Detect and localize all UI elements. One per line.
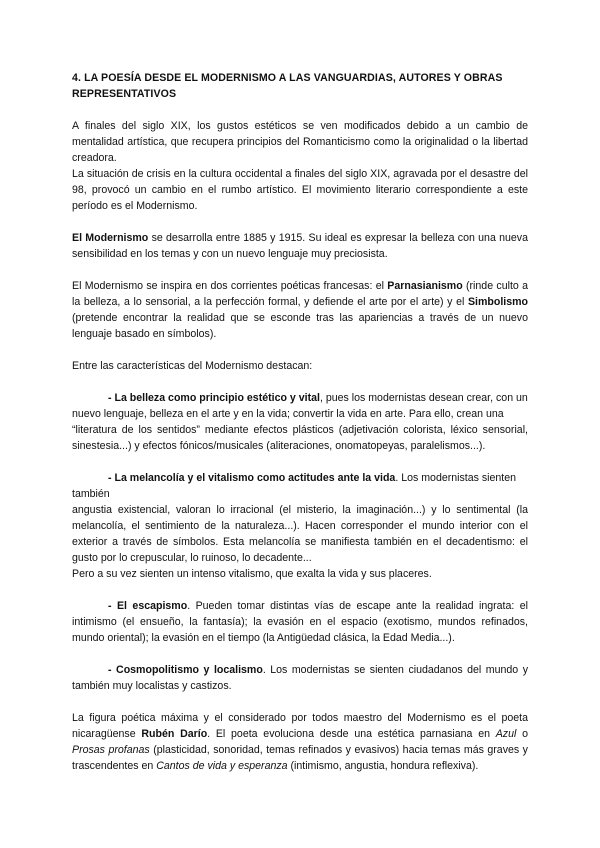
- dario-paragraph: [72, 710, 528, 774]
- item-cosmopolitismo: [72, 662, 528, 694]
- work-cantos-de-vida: Cantos de vida y esperanza: [156, 760, 288, 772]
- ruben-dario-name: Rubén Darío: [141, 728, 208, 740]
- item-melancolia-text: . Los modernistas sienten también: [72, 472, 517, 500]
- item-belleza-continuation: “literatura de los sentidos” mediante efectos plásticos (adjetivación colorista, léxico sensorial, sinestesia...) y efectos fónicos/musicales (aliteraciones, onomatopeyas, paralelismos...).: [72, 424, 528, 452]
- intro-paragraph-2: La situación de crisis en la cultura occidental a finales del siglo XIX, agravada por el desastre del 98, provocó un cambio en el rumbo artístico. El movimiento literario correspondiente a este período es el Modernismo.: [72, 168, 528, 212]
- item-belleza: [72, 390, 528, 422]
- dario-text-a: La figura poética máxima y el considerado por todos maestro del Modernismo es el poeta nicaragüense: [72, 712, 528, 740]
- document-page: [72, 70, 528, 774]
- simbolismo-term: Simbolismo: [467, 296, 528, 308]
- item-melancolia-vitalismo: Pero a su vez sienten un intenso vitalismo, que exalta la vida y sus placeres.: [72, 568, 432, 580]
- item-melancolia: [72, 470, 528, 502]
- modernismo-term: El Modernismo: [72, 232, 149, 244]
- item-belleza-text: , pues los modernistas desean crear, con un nuevo lenguaje, belleza en el arte y en la vida; convertir la vida en arte. Para ello, crean una: [72, 392, 528, 420]
- parnasianismo-term: Parnasianismo: [387, 280, 463, 292]
- modernismo-paragraph: [72, 230, 528, 262]
- corrientes-text-a: El Modernismo se inspira en dos corrientes poéticas francesas: el: [72, 280, 388, 292]
- dario-text-d: (plasticidad, sonoridad, temas refinados y evasivos) hacia temas más graves y trascendentes en: [72, 744, 528, 772]
- item-melancolia-term: - La melancolía y el vitalismo como actitudes ante la vida: [108, 472, 396, 484]
- item-cosmopolitismo-term: - Cosmopolitismo y localismo: [108, 664, 263, 676]
- item-escapismo-term: - El escapismo: [108, 600, 188, 612]
- dario-text-e: (intimismo, angustia, hondura reflexiva).: [287, 760, 479, 772]
- caracteristicas-intro: Entre las características del Modernismo destacan:: [72, 360, 313, 372]
- item-melancolia-continuation: angustia existencial, valoran lo irracional (el misterio, la imaginación...) y lo sentimental (la melancolía, el sentimiento de la naturaleza...). Hacen corresponder el mundo interior con el exterior a través de símbolos. Esta melancolía se manifiesta también en el decadentismo: el gusto por lo crepuscular, lo ruinoso, lo decadente...: [72, 504, 528, 564]
- corrientes-text-c: (pretende encontrar la realidad que se esconde tras las apariencias a través de un nuevo lenguaje basado en símbolos).: [72, 312, 528, 340]
- item-cosmopolitismo-text: . Los modernistas se sienten ciudadanos del mundo y también muy localistas y castizos.: [72, 664, 528, 692]
- dario-text-c: o: [516, 728, 528, 740]
- item-escapismo-text: . Pueden tomar distintas vías de escape ante la realidad ingrata: el intimismo (el ensueño, la fantasía); la evasión en el espacio (exotismo, mundos refinados, mundo oriental); la evasión en el tiempo (la Antigüedad clásica, la Edad Media...).: [72, 600, 529, 644]
- modernismo-text: se desarrolla entre 1885 y 1915. Su ideal es expresar la belleza con una nueva sensibilidad en los temas y con un nuevo lenguaje muy preciosista.: [72, 232, 528, 260]
- dario-text-b: . El poeta evoluciona desde una estética parnasiana en: [207, 728, 496, 740]
- corrientes-text-b: (rinde culto a la belleza, a lo sensorial, a la perfección formal, y defiende el arte por el arte) y el: [72, 280, 528, 308]
- intro-paragraph-1: A finales del siglo XIX, los gustos estéticos se ven modificados debido a un cambio de mentalidad artística, que recupera principios del Romanticismo como la originalidad o la libertad creadora.: [72, 120, 528, 164]
- work-prosas-profanas: Prosas profanas: [72, 744, 150, 756]
- page-title: 4. LA POESÍA DESDE EL MODERNISMO A LAS VANGUARDIAS, AUTORES Y OBRAS REPRESENTATIVOS: [72, 72, 503, 100]
- work-azul: Azul: [495, 728, 517, 740]
- corrientes-paragraph: [72, 278, 528, 342]
- item-escapismo: [72, 598, 528, 646]
- item-belleza-term: - La belleza como principio estético y vital: [108, 392, 320, 404]
